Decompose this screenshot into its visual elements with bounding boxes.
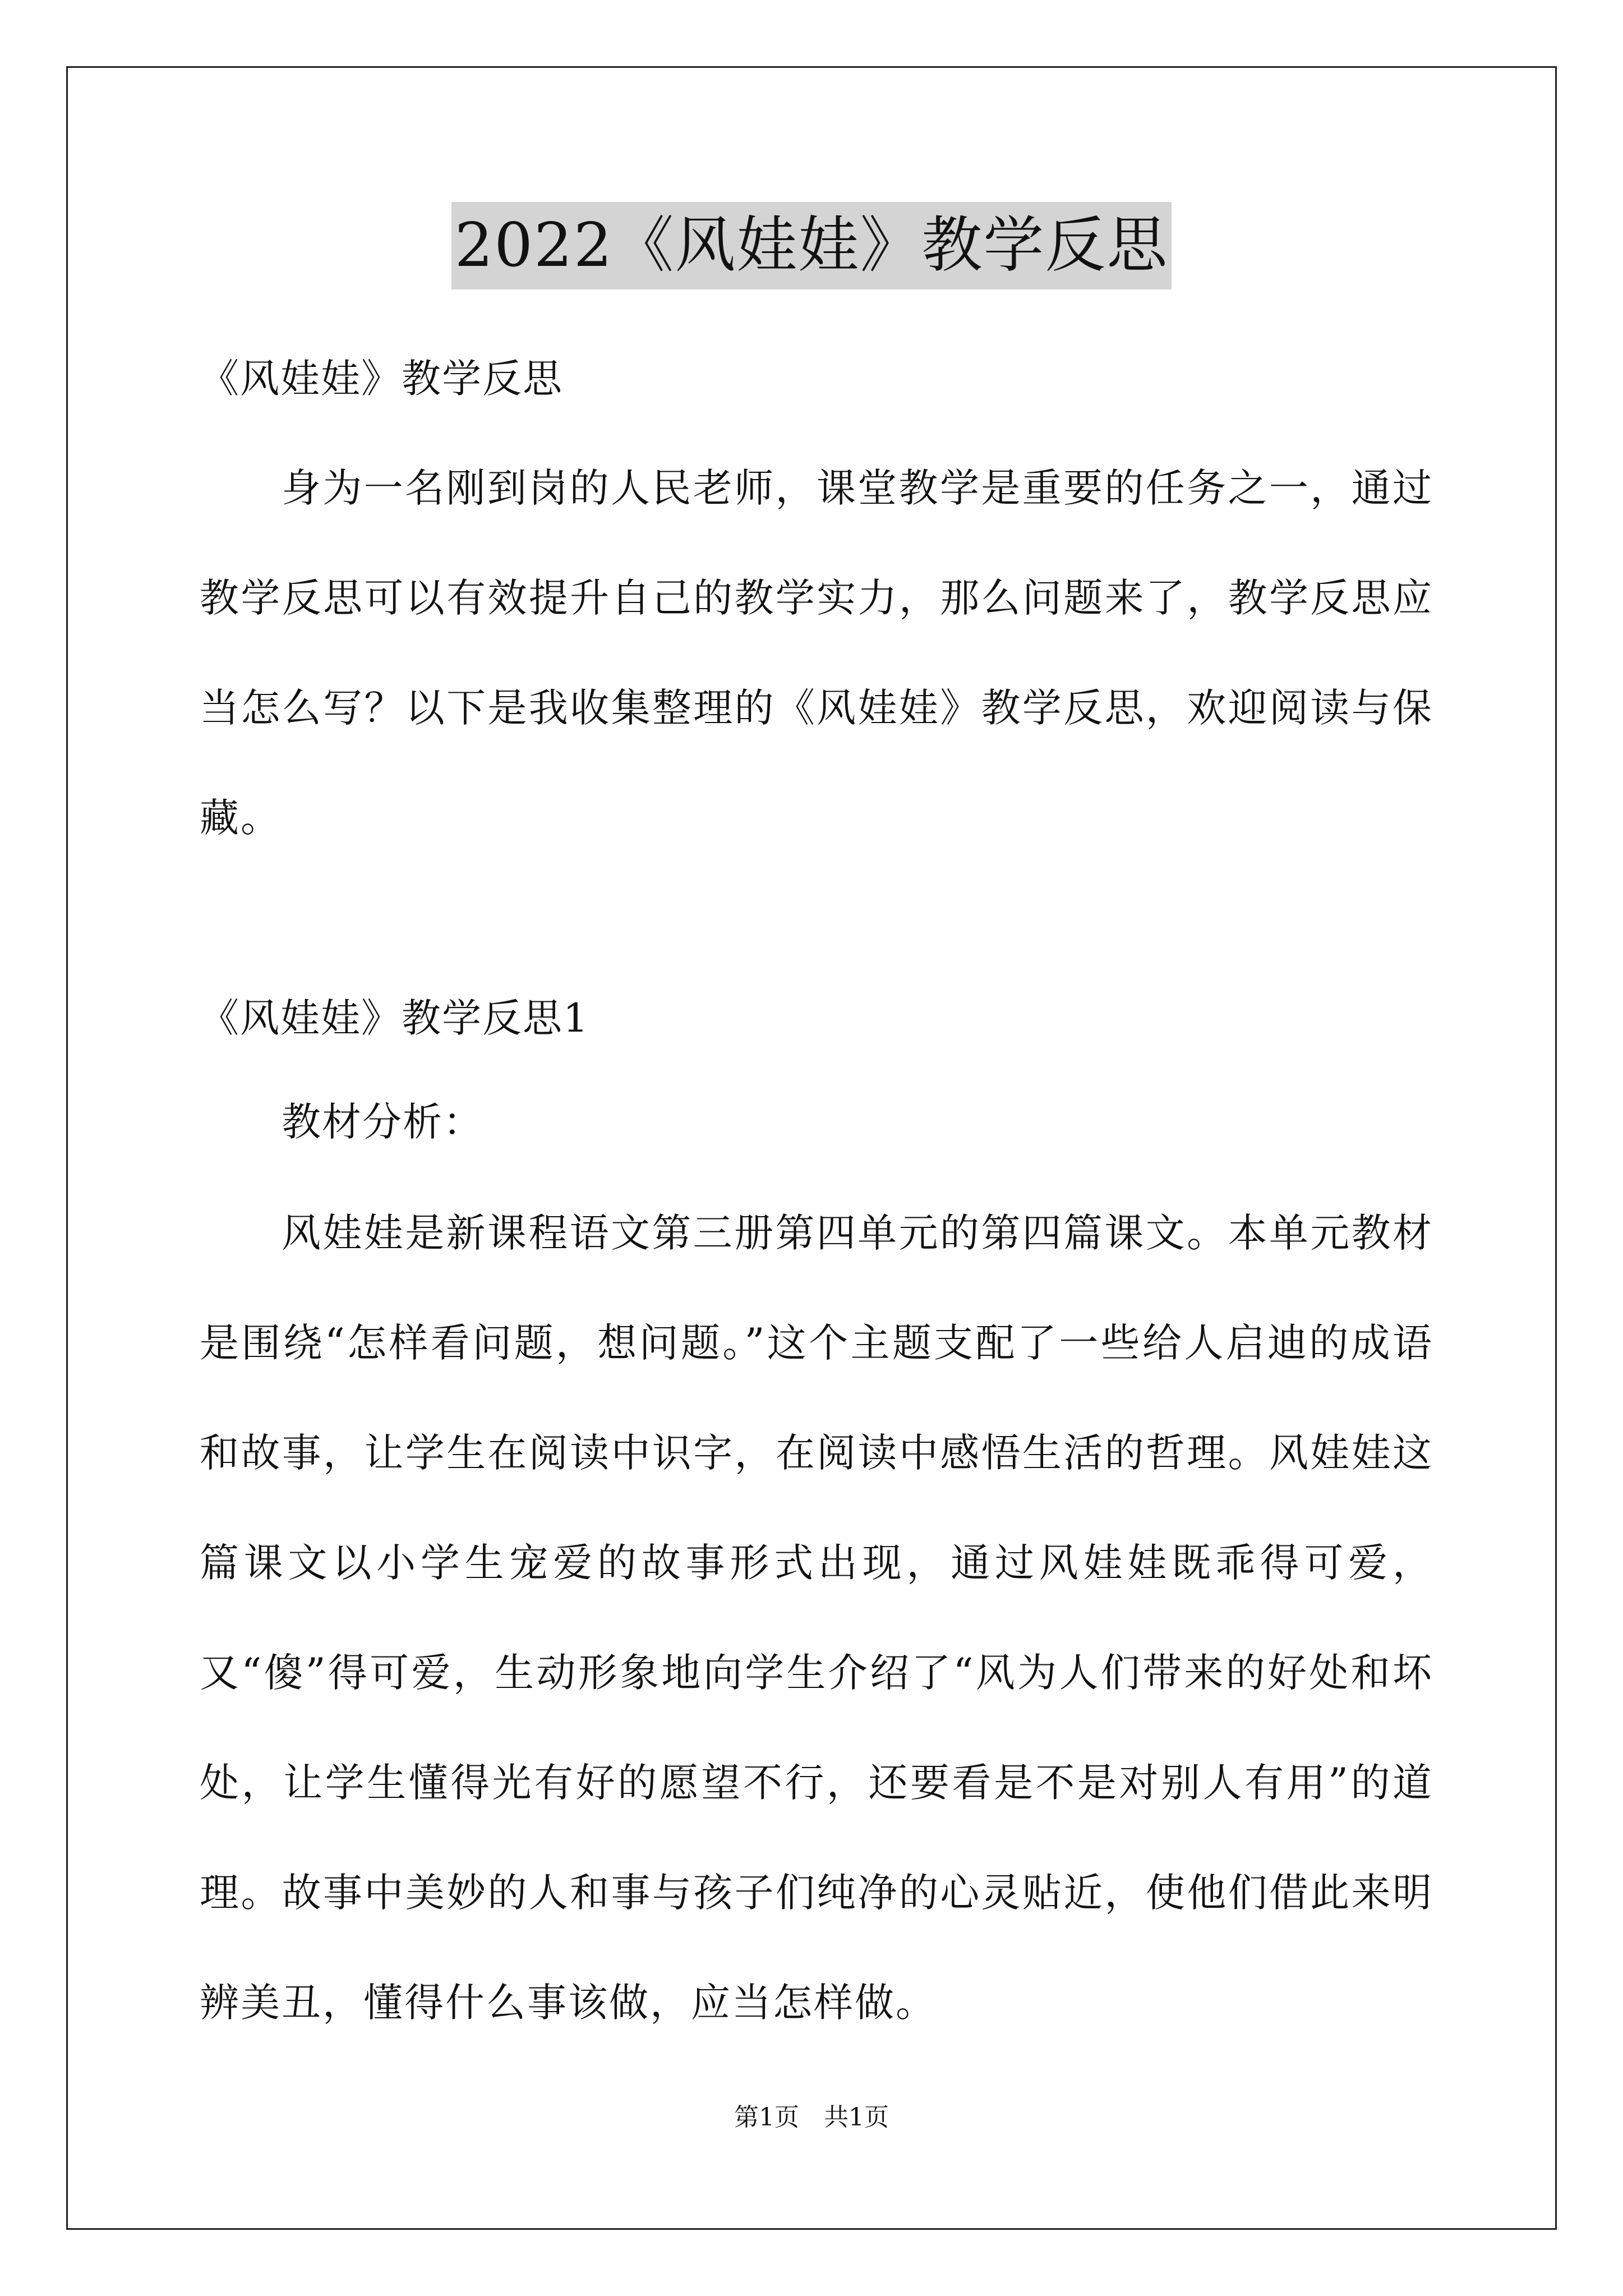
section1-paragraph: 风娃娃是新课程语文第三册第四单元的第四篇课文。本单元教材是围绕“怎样看问题，想问题。”这个主题支配了一些给人启迪的成语和故事，让学生在阅读中识字，在阅读中感悟生活的哲理。风娃娃这篇课文以小学生宠爱的故事形式出现，通过风娃娃既乖得可爱，又“傻”得可爱，生动形象地向学生介绍了“风为人们带来的好处和坏处，让学生懂得光有好的愿望不行，还要看是不是对别人有用”的道理。故事中美妙的人和事与孩子们纯净的心灵贴近，使他们借此来明辨美丑，懂得什么事该做，应当怎样做。 (200, 1210, 1433, 2026)
title-container (0, 202, 1623, 289)
intro-heading: 《风娃娃》教学反思 (200, 356, 563, 402)
document-title: 2022《风娃娃》教学反思 (451, 202, 1172, 289)
intro-paragraph: 身为一名刚到岗的人民老师，课堂教学是重要的任务之一，通过教学反思可以有效提升自己的教学实力，那么问题来了，教学反思应当怎么写？以下是我收集整理的《风娃娃》教学反思，欢迎阅读与保藏。 (200, 465, 1433, 841)
page-number-footer: 第1页 共1页 (734, 2103, 889, 2132)
section1-subheading: 教材分析： (282, 1099, 483, 1145)
section1-heading: 《风娃娃》教学反思1 (200, 995, 589, 1041)
